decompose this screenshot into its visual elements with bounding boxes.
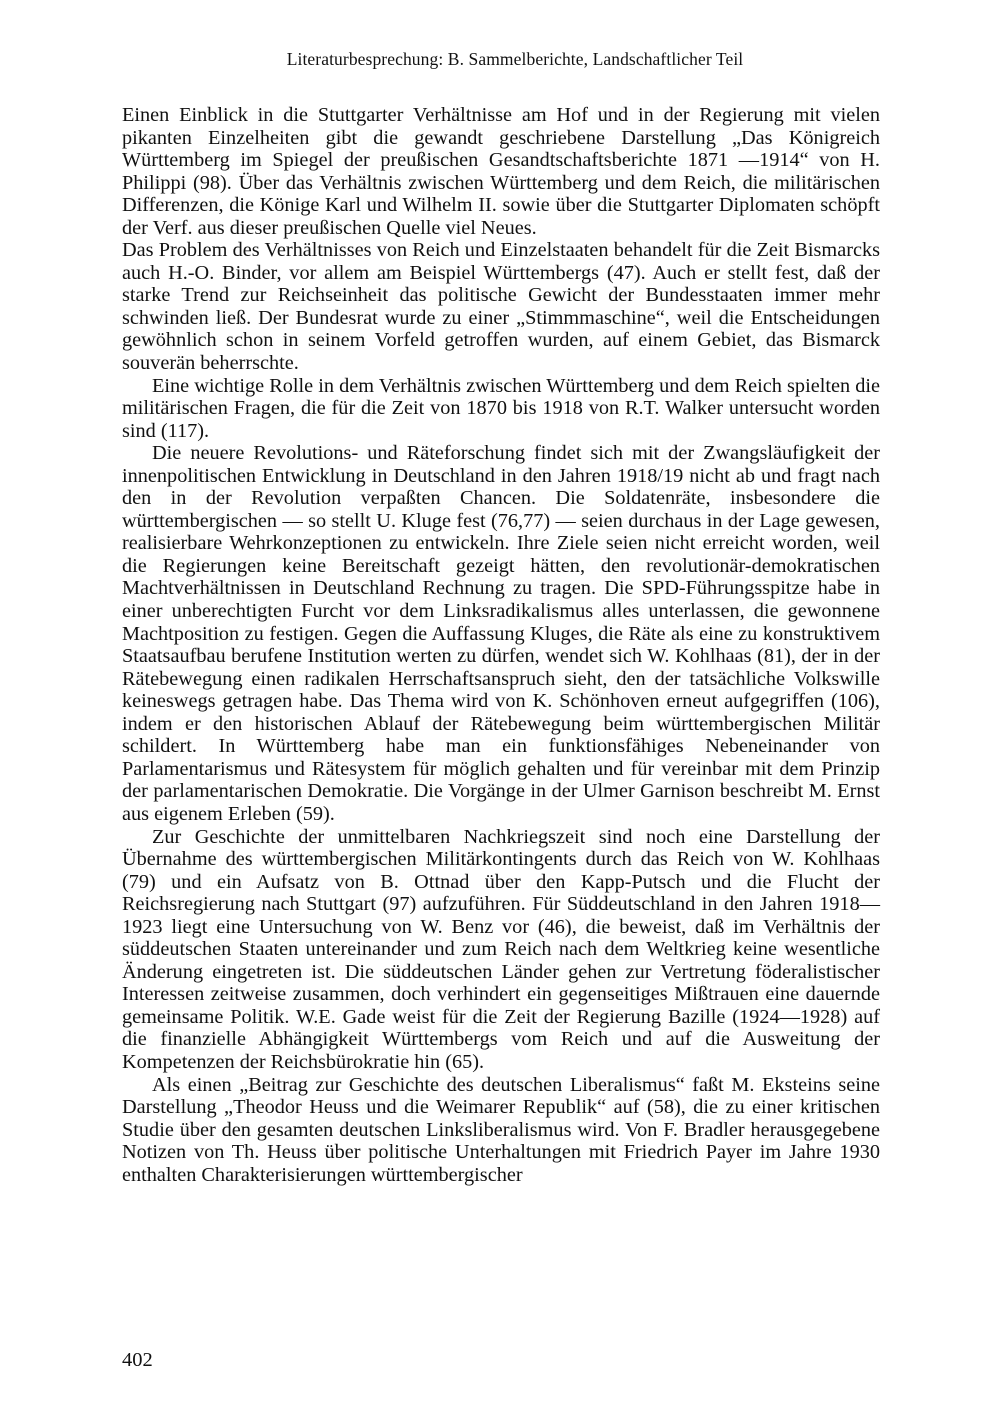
paragraph: Zur Geschichte der unmittelbaren Nachkriegszeit sind noch eine Darstellung der Übernahme des württembergischen Militärkontingents durch das Reich von W. Kohlhaas (79) und ein Aufsatz von B. Ottnad über den Kapp-Putsch und die Flucht der Reichsregierung nach Stuttgart (97) aufzuführen. Für Süddeutschland in den Jahren 1918—1923 liegt eine Untersuchung von W. Benz vor (46), die beweist, daß im Verhältnis der süddeutschen Staaten untereinander und zum Reich nach dem Weltkrieg keine wesentliche Änderung eingetreten ist. Die süddeutschen Länder gehen zur Vertretung föderalistischer Interessen zeitweise zusammen, doch verhindert ein gegenseitiges Mißtrauen eine dauernde gemeinsame Politik. W.E. Gade weist für die Zeit der Regierung Bazille (1924—1928) auf die finanzielle Abhängigkeit Württembergs vom Reich und auf die Ausweitung der Kompetenzen der Reichsbürokratie hin (65). xyxy=(122,825,880,1073)
paragraph: Die neuere Revolutions- und Räteforschung findet sich mit der Zwangsläufigkeit der innenpolitischen Entwicklung in Deutschland in den Jahren 1918/19 nicht ab und fragt nach den in der Revolution verpaßten Chancen. Die Soldatenräte, insbesondere die württembergischen — so stellt U. Kluge fest (76,77) — seien durchaus in der Lage gewesen, realisierbare Wehrkonzeptionen zu entwickeln. Ihre Ziele seien nicht erreicht worden, weil die Regierungen keine Bereitschaft gezeigt hätten, den revolutionär-demokratischen Machtverhältnissen in Deutschland Rechnung zu tragen. Die SPD-Führungsspitze habe in einer unberechtigten Furcht vor dem Linksradikalismus alles unterlassen, die gewonnene Machtposition zu festigen. Gegen die Auffassung Kluges, die Räte als eine zu konstruktivem Staatsaufbau berufene Institution werten zu dürfen, wendet sich W. Kohlhaas (81), der in der Rätebewegung einen radikalen Herrschaftsanspruch sieht, den der tatsächliche Volkswille keineswegs getragen habe. Das Thema wird von K. Schönhoven erneut aufgegriffen (106), indem er den historischen Ablauf der Rätebewegung beim württembergischen Militär schildert. In Württemberg habe man ein funktionsfähiges Nebeneinander von Parlamentarismus und Rätesystem für möglich gehalten und für vereinbar mit dem Prinzip der parlamentarischen Demokratie. Die Vorgänge in der Ulmer Garnison beschreibt M. Ernst aus eigenem Erleben (59). xyxy=(122,442,880,825)
paragraph: Einen Einblick in die Stuttgarter Verhältnisse am Hof und in der Regierung mit vielen pikanten Einzelheiten gibt die gewandt geschriebene Darstellung „Das Königreich Württemberg im Spiegel der preußischen Gesandtschaftsberichte 1871 —1914“ von H. Philippi (98). Über das Verhältnis zwischen Württemberg und dem Reich, die militärischen Differenzen, die Könige Karl und Wilhelm II. sowie über die Stuttgarter Diplomaten schöpft der Verf. aus dieser preußischen Quelle viel Neues. xyxy=(122,104,880,239)
body-text xyxy=(122,104,880,1186)
paragraph: Als einen „Beitrag zur Geschichte des deutschen Liberalismus“ faßt M. Eksteins seine Darstellung „Theodor Heuss und die Weimarer Republik“ auf (58), die zu einer kritischen Studie über den gesamten deutschen Linksliberalismus wird. Von F. Bradler herausgegebene Notizen von Th. Heuss über politische Unterhaltungen mit Friedrich Payer im Jahre 1930 enthalten Charakterisierungen württembergischer xyxy=(122,1073,880,1186)
running-header: Literaturbesprechung: B. Sammelberichte, Landschaftlicher Teil xyxy=(286,49,744,69)
paragraph: Das Problem des Verhältnisses von Reich und Einzelstaaten behandelt für die Zeit Bismarcks auch H.-O. Binder, vor allem am Beispiel Württembergs (47). Auch er stellt fest, daß der starke Trend zur Reichseinheit das politische Gewicht der Bundesstaaten immer mehr schwinden ließ. Der Bundesrat wurde zu einer „Stimmmaschine“, weil die Entscheidungen gewöhnlich schon in seinem Vorfeld getroffen wurden, auf einem Gebiet, das Bismarck souverän beherrschte. xyxy=(122,239,880,375)
paragraph: Eine wichtige Rolle in dem Verhältnis zwischen Württemberg und dem Reich spielten die militärischen Fragen, die für die Zeit von 1870 bis 1918 von R.T. Walker untersucht worden sind (117). xyxy=(122,374,880,442)
page-number: 402 xyxy=(122,1349,153,1371)
